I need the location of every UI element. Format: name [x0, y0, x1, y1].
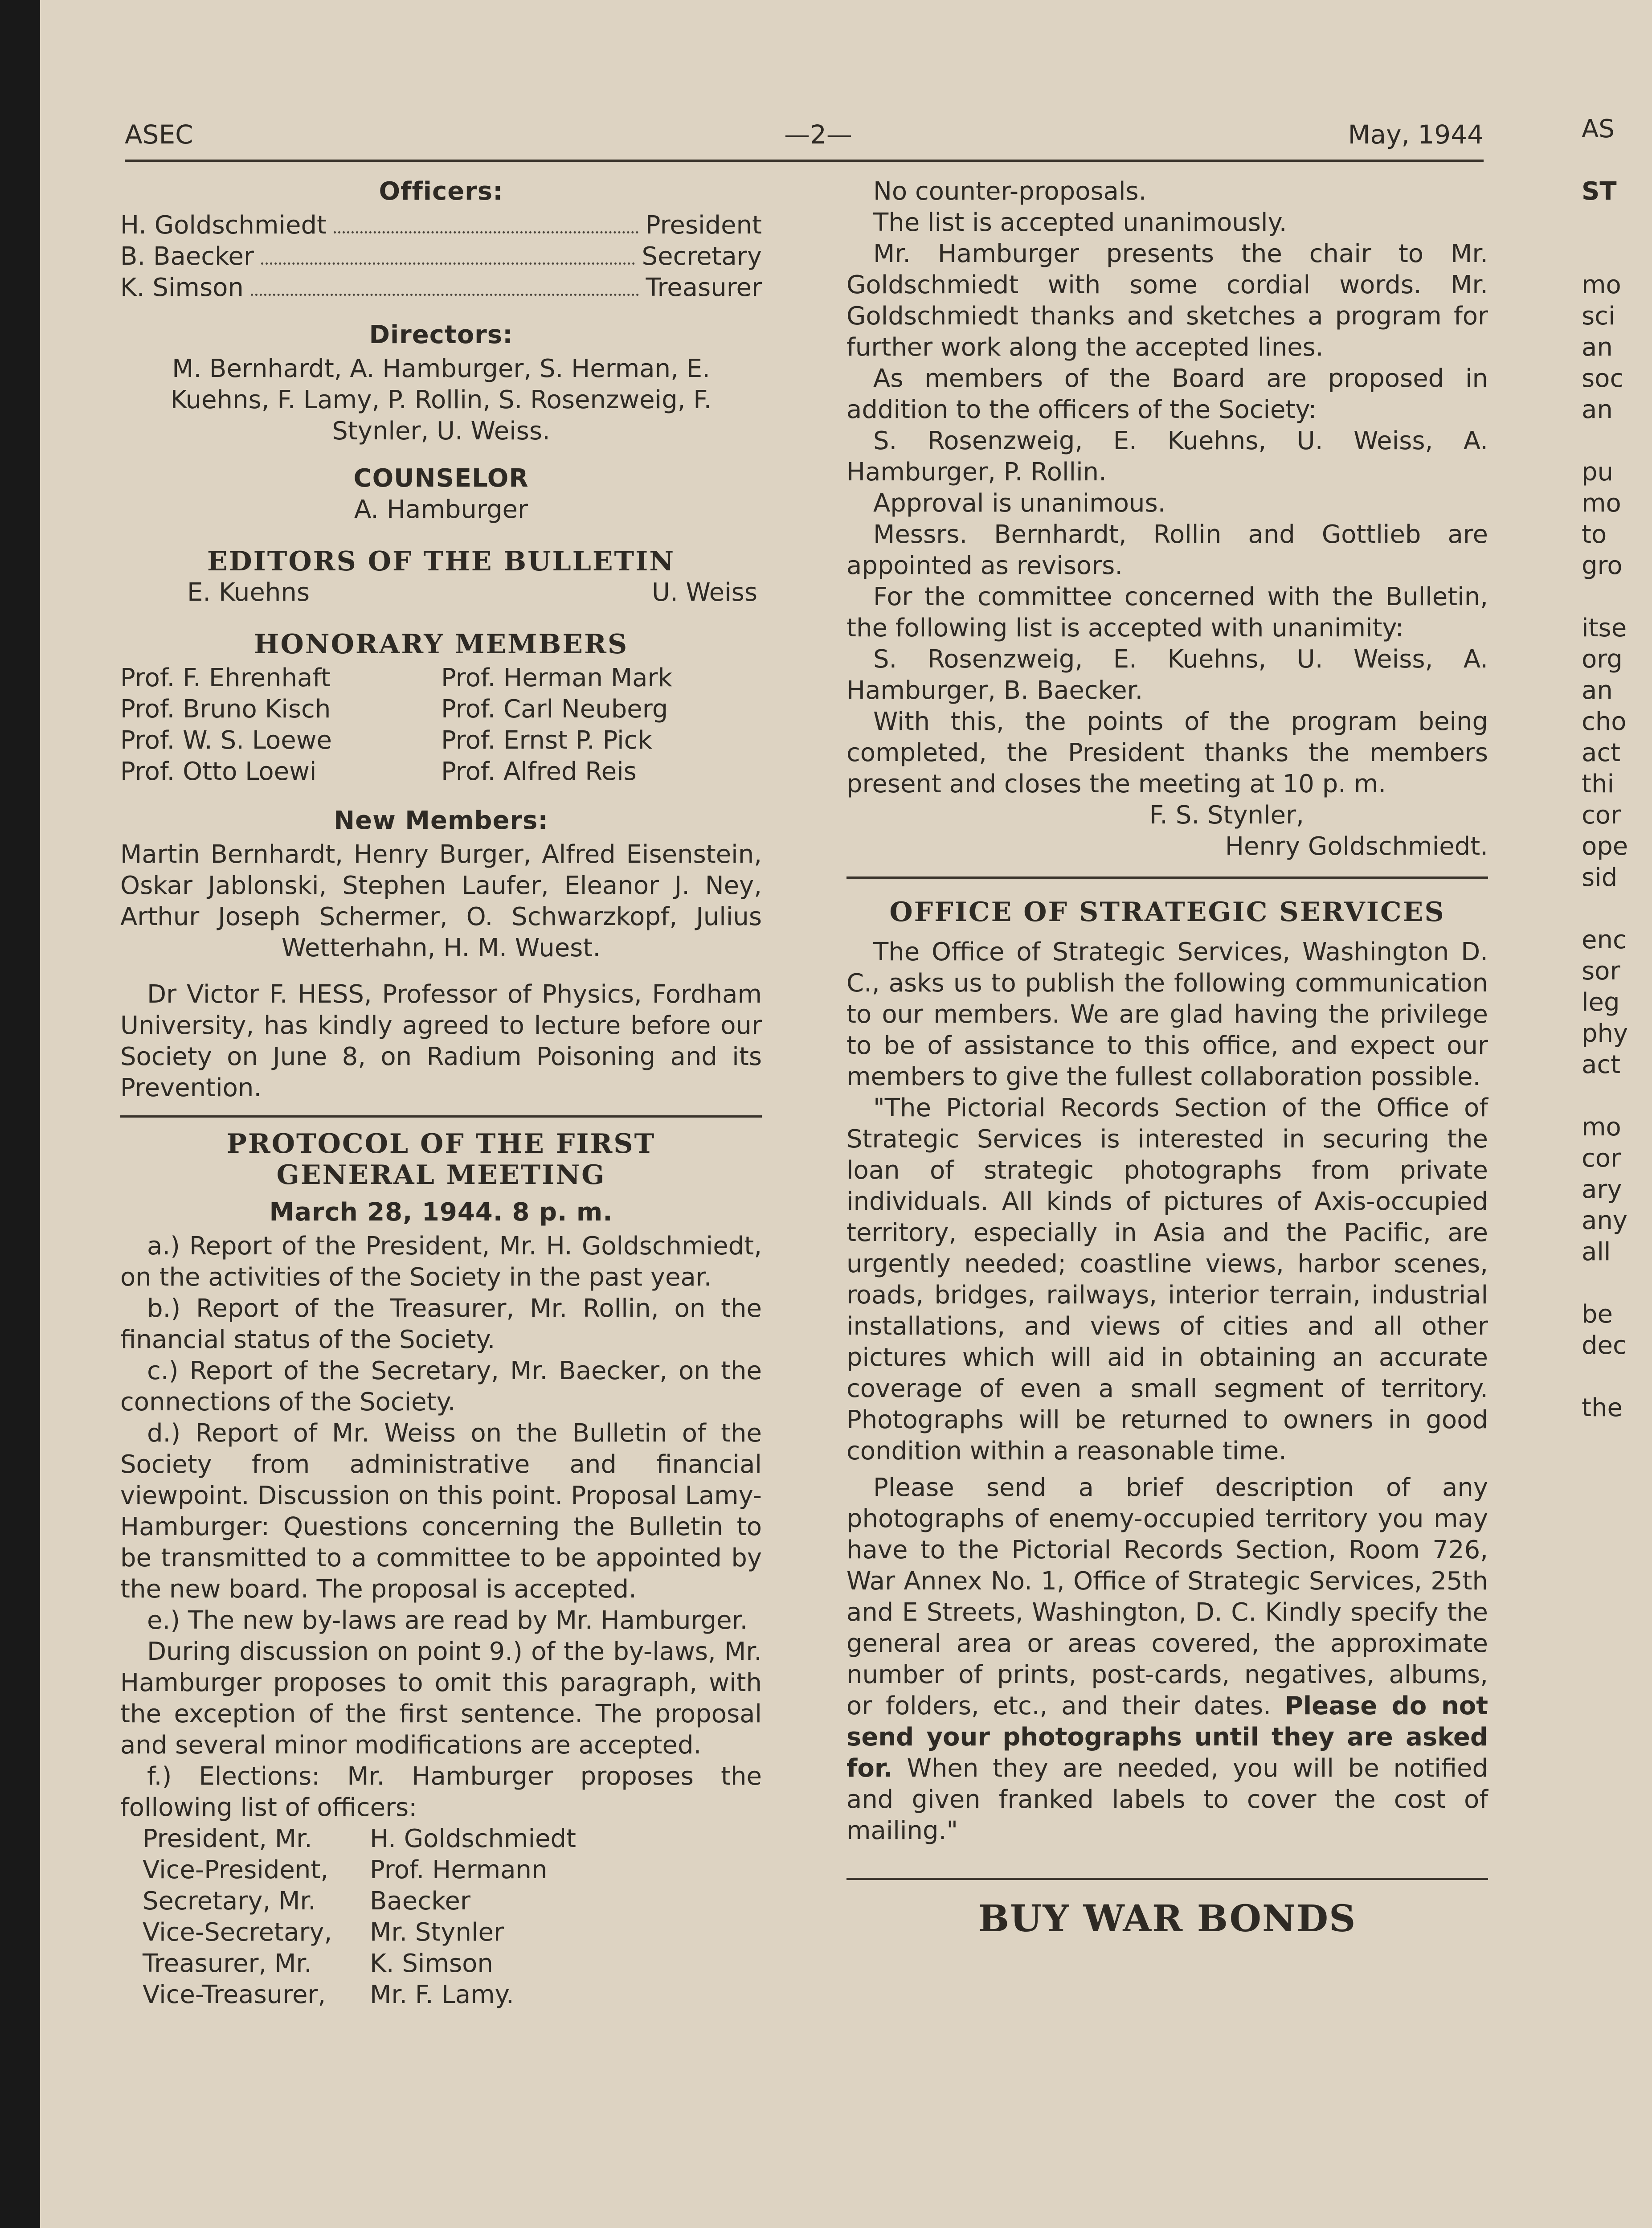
protocol-paragraph: a.) Report of the President, Mr. H. Goldschmiedt, on the activities of the Society in the past year. [120, 1232, 762, 1292]
fragment [1582, 1081, 1652, 1112]
header-date: May, 1944 [1348, 119, 1484, 150]
honorary-left [120, 663, 441, 787]
new-members-title: New Members: [334, 806, 548, 835]
minutes-paragraph: With this, the points of the program being completed, the President thanks the members present and closes the meeting at 10 p. m. [846, 707, 1488, 799]
list-item: Prof. W. S. Loewe [120, 726, 332, 755]
list-item: Prof. Herman Mark [441, 663, 672, 692]
protocol-paragraph: c.) Report of the Secretary, Mr. Baecker, on the connections of the Society. [120, 1356, 762, 1417]
fragment [1582, 207, 1652, 238]
oss-bold-notice: Please do not send your photographs until they are asked for. [846, 1691, 1488, 1783]
fragment: cho [1582, 707, 1627, 736]
fragment: be [1582, 1300, 1613, 1329]
fragment: ST [1582, 177, 1617, 206]
fragment: sid [1582, 863, 1618, 892]
minutes-paragraph: The list is accepted unanimously. [873, 208, 1287, 237]
fragment: org [1582, 645, 1623, 674]
buy-war-bonds-banner: BUY WAR BONDS [978, 1897, 1357, 1940]
slate-row: Secretary, Mr. Baecker [143, 1887, 470, 1916]
editors-names: E. Kuehns U. Weiss [187, 578, 757, 607]
fragment: soc [1582, 364, 1624, 393]
fragment: act [1582, 738, 1621, 767]
list-item: Prof. Carl Neuberg [441, 695, 668, 724]
list-item: Prof. Alfred Reis [441, 757, 637, 786]
officer-row: K. Simson Treasurer [120, 273, 762, 302]
fragment: pu [1582, 458, 1614, 487]
slate-row: President, Mr. H. Goldschmiedt [143, 1824, 577, 1853]
fragment [1582, 1268, 1652, 1299]
fragment: an [1582, 395, 1613, 424]
fragment: sor [1582, 957, 1620, 986]
minutes-paragraph: Messrs. Bernhardt, Rollin and Gottlieb are appointed as revisors. [846, 520, 1488, 580]
column-left [120, 176, 762, 2011]
oss-paragraph: The Office of Strategic Services, Washington D. C., asks us to publish the following communication to our members. We are glad having the privilege to be of assistance to this office, and expect our members to give the fullest collaboration possible. [846, 938, 1488, 1091]
list-item: Prof. Bruno Kisch [120, 695, 331, 724]
protocol-title: PROTOCOL OF THE FIRST GENERAL MEETING [226, 1128, 656, 1191]
oss-paragraph: "The Pictorial Records Section of the Office of Strategic Services is interested in securing the loan of strategic photographs from private individuals. All kinds of pictures of Axis-occupied territory, especially in Asia and the Pacific, are urgently needed; coastline views, harbor scenes, roads, bridges, railways, interior terrain, industrial installations, and views of cities and all other pictures which will aid in obtaining an accurate coverage of even a small segment of territory. Photographs will be returned to owners in good condition within a reasonable time. [846, 1094, 1488, 1466]
fragment [1582, 238, 1652, 270]
honorary-list [120, 663, 762, 787]
column-middle [846, 176, 1488, 1940]
fragment: leg [1582, 988, 1620, 1017]
fragment: thi [1582, 770, 1615, 799]
slate-row: Vice-President, Prof. Hermann [143, 1855, 548, 1884]
fragment: mo [1582, 1113, 1621, 1142]
fragment: mo [1582, 489, 1621, 518]
protocol-paragraph: e.) The new by-laws are read by Mr. Hamburger. [147, 1606, 748, 1635]
minutes-paragraph: S. Rosenzweig, E. Kuehns, U. Weiss, A. Hamburger, P. Rollin. [846, 426, 1488, 487]
counselor-title: COUNSELOR [353, 464, 529, 493]
fragment: any [1582, 1206, 1627, 1235]
minutes-paragraph: Approval is unanimous. [873, 489, 1166, 518]
page-header [125, 111, 1484, 165]
fragment: an [1582, 333, 1613, 362]
fragment: mo [1582, 270, 1621, 299]
officer-row: H. Goldschmiedt President [120, 211, 762, 240]
fragment: act [1582, 1050, 1621, 1079]
slate-row: Treasurer, Mr. K. Simson [143, 1949, 493, 1978]
fragment [1582, 582, 1652, 613]
section-rule [846, 1878, 1488, 1880]
fragment: to [1582, 520, 1607, 549]
officers-title: Officers: [379, 177, 503, 206]
fragment: gro [1582, 551, 1623, 580]
protocol-paragraph: During discussion on point 9.) of the by-laws, Mr. Hamburger proposes to omit this paragraph, with the exception of the first sentence. The proposal and several minor modifications are accepted. [120, 1637, 762, 1760]
minutes-paragraph: For the committee concerned with the Bulletin, the following list is accepted with unanimity: [846, 582, 1488, 643]
fragment: ary [1582, 1175, 1622, 1204]
fragment: dec [1582, 1331, 1627, 1360]
section-rule [120, 1115, 762, 1118]
header-rule [125, 160, 1484, 162]
header-left: ASEC [125, 119, 193, 150]
fragment [1582, 1361, 1652, 1392]
oss-paragraph: Please send a brief description of any photographs of enemy-occupied territory you may have to the Pictorial Records Section, Room 726, War Annex No. 1, Office of Strategic Services, 25th and E Streets, Washington, D. C. Kindly specify the general area or areas covered, the approximate number of prints, post-cards, negatives, albums, or folders, etc., and their dates. Please do not send your photographs until they are asked for. When they are needed, you will be notified and given franked labels to cover the cost of mailing." [846, 1473, 1488, 1845]
counselor-name: A. Hamburger [354, 495, 528, 524]
section-rule [846, 876, 1488, 879]
honorary-title: HONORARY MEMBERS [254, 629, 629, 660]
fragment: enc [1582, 926, 1627, 954]
fragment: all [1582, 1237, 1611, 1266]
slate-row: Vice-Secretary, Mr. Stynler [143, 1918, 504, 1947]
directors-title: Directors: [369, 320, 513, 349]
honorary-right [441, 663, 762, 787]
list-item: Prof. F. Ehrenhaft [120, 663, 331, 692]
signature: F. S. Stynler, [1149, 801, 1304, 830]
officers-list [120, 210, 762, 303]
fragment: ope [1582, 832, 1628, 861]
fragment [1582, 426, 1652, 457]
fragment: the [1582, 1393, 1623, 1422]
protocol-paragraph: f.) Elections: Mr. Hamburger proposes the following list of officers: [120, 1762, 762, 1822]
new-members-list: Martin Bernhardt, Henry Burger, Alfred Eisenstein, Oskar Jablonski, Stephen Laufer, Eleanor J. Ney, Arthur Joseph Schermer, O. Schwarzkopf, Julius Wetterhahn, H. M. Wuest. [120, 840, 762, 962]
officer-row: B. Baecker Secretary [120, 242, 762, 271]
editors-title: EDITORS OF THE BULLETIN [207, 546, 675, 577]
protocol-paragraph: d.) Report of Mr. Weiss on the Bulletin of the Society from administrative and financial viewpoint. Discussion on this point. Proposal Lamy-Hamburger: Questions concerning the Bulletin to be transmitted to a committee to be appointed by the new board. The proposal is accepted. [120, 1419, 762, 1604]
header-page-number: —2— [784, 119, 852, 150]
minutes-paragraph: S. Rosenzweig, E. Kuehns, U. Weiss, A. Hamburger, B. Baecker. [846, 645, 1488, 705]
list-item: Prof. Otto Loewi [120, 757, 317, 786]
minutes-paragraph: No counter-proposals. [873, 177, 1147, 206]
list-item: Prof. Ernst P. Pick [441, 726, 652, 755]
fragment: sci [1582, 302, 1615, 331]
fragment: cor [1582, 801, 1621, 830]
slate-row: Vice-Treasurer, Mr. F. Lamy. [143, 1980, 514, 2009]
column-right-cutoff [1582, 114, 1652, 1424]
protocol-paragraph: b.) Report of the Treasurer, Mr. Rollin, on the financial status of the Society. [120, 1294, 762, 1354]
hess-announcement: Dr Victor F. HESS, Professor of Physics, Fordham University, has kindly agreed to lecture before our Society on June 8, on Radium Poisoning and its Prevention. [120, 980, 762, 1102]
fragment [1582, 893, 1652, 925]
fragment: phy [1582, 1019, 1628, 1048]
directors-list: M. Bernhardt, A. Hamburger, S. Herman, E. Kuehns, F. Lamy, P. Rollin, S. Rosenzweig, F. Stynler, U. Weiss. [170, 354, 712, 446]
fragment: AS [1582, 115, 1615, 143]
protocol-date: March 28, 1944. 8 p. m. [269, 1198, 613, 1227]
election-slate [120, 1823, 762, 2011]
fragment: an [1582, 676, 1613, 705]
fragment: itse [1582, 614, 1627, 643]
oss-title: OFFICE OF STRATEGIC SERVICES [889, 897, 1445, 928]
minutes-paragraph: Mr. Hamburger presents the chair to Mr. Goldschmiedt with some cordial words. Mr. Goldschmiedt thanks and sketches a program for further work along the accepted lines. [846, 239, 1488, 362]
minutes-paragraph: As members of the Board are proposed in addition to the officers of the Society: [846, 364, 1488, 424]
fragment: cor [1582, 1144, 1621, 1173]
signature: Henry Goldschmiedt. [1225, 832, 1488, 861]
